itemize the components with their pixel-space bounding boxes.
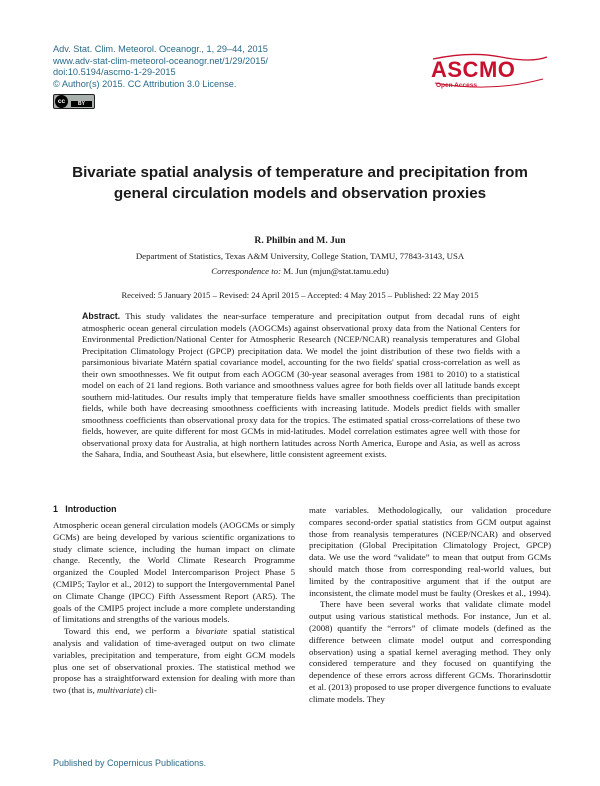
paper-title: Bivariate spatial analysis of temperature and precipitation from general circulation models and observation proxies (72, 164, 528, 202)
journal-header (53, 44, 268, 90)
text-run: spatial statistical analysis and validation of time-averaged output on two climate variables, precipitation and temperature, from eight GCM models plus one set of observational proxies. The statistical method we propose has a straightforward extension for dealing with more than two (that is, (53, 626, 296, 696)
intro-paragraph-2 (53, 626, 295, 697)
journal-url-link[interactable]: www.adv-stat-clim-meteorol-oceanogr.net/1/29/2015/ (53, 55, 268, 66)
abstract-label: Abstract. (82, 311, 121, 321)
section-heading (53, 504, 117, 514)
right-column (309, 505, 551, 706)
affiliation: Department of Statistics, Texas A&M University, College Station, TAMU, 77843-3143, USA (135, 251, 465, 261)
emphasis: multivariate (96, 685, 140, 696)
correspondence-email[interactable]: M. Jun (mjun@stat.tamu.edu) (281, 266, 389, 276)
doi-link[interactable]: doi:10.5194/ascmo-1-29-2015 (53, 67, 176, 78)
intro-paragraph-continued: mate variables. Methodologically, our validation procedure compares second-order spatial statistics from GCM output against those from reanalysis temperatures (NCEP/NCAR) and observed precipitation (Global Precipitation Climatology Project, GPCP) data. We use the word “validate” to mean that output from GCMs should match those from corresponding real-world values, but limited by the contrapositive argument that if the output are inconsistent, the climate model must be faulty (Oreskes et al., 1994). (309, 505, 551, 598)
intro-paragraph-1: Atmospheric ocean general circulation models (AOGCMs or simply GCMs) are being developed by various scientific organizations to study climate science, including the human impact on climate change. Recently, the World Climate Research Programme organized the Coupled Model Intercomparison Project Phase 5 (CMIP5; Taylor et al., 2012) to support the Intergovernmental Panel on Climate Change (IPCC) Fifth Assessment Report (AR5). The goals of the CMIP5 project include a more complete understanding of limitations and strengths of the various models. (53, 520, 295, 625)
logo-name: ASCMO (431, 57, 516, 82)
abstract (82, 311, 520, 461)
open-access-label: Open Access (436, 82, 477, 89)
section-title: Introduction (65, 504, 117, 514)
publication-dates: Received: 5 January 2015 – Revised: 24 April 2015 – Accepted: 4 May 2015 – Published: 22 May 2015 (121, 290, 479, 300)
license-notice: © Author(s) 2015. CC Attribution 3.0 License. (53, 78, 237, 89)
left-column (53, 520, 295, 697)
ascmo-logo (431, 53, 551, 103)
section-number: 1 (53, 504, 58, 514)
intro-paragraph-3: There have been several works that validate climate model output using various statistical methods. For instance, Jun et al. (2008) quantify the “errors” of climate models (defined as the difference between climate model output and corresponding observation) using a spatial kernel averaging method. They only considered temperature and they focused on quantifying the dependence of these errors across different GCMs. Thorarinsdottir et al. (2013) proposed to use proper divergence functions to evaluate climate models. They (309, 599, 551, 704)
creative-commons-badge-icon[interactable] (53, 94, 95, 109)
text-run: ) cli- (140, 685, 157, 696)
correspondence (0, 266, 600, 276)
abstract-text: This study validates the near-surface temperature and precipitation output from decadal runs of eight atmospheric ocean general circulation models (AOGCMs) against observational proxy data from the National Centers for Environmental Prediction/National Center for Atmospheric Research (NCEP/NCAR) reanalysis temperatures and Global Precipitation Climatology Project (GPCP) precipitation data. We model the joint distribution of these two fields with a parsimonious bivariate Matérn spatial covariance model, accounting for the two fields' spatial cross-correlation as well as their own smoothnesses. We fit output from each AOGCM (30-year seasonal averages from 1981 to 2010) to a statistical model on each of 21 land regions. Both variance and smoothness values agree for both fields over all latitude bands except southern mid-latitudes. Our results imply that temperature fields have smaller smoothness coefficients than precipitation fields, while both have decreasing smoothness coefficients with increasing latitude. Models predict fields with smaller smoothness coefficients than observational proxy data for the tropics. The estimated spatial cross-correlations of these two fields, however, are quite different for most GCMs in mid-latitudes. Model correlation estimates agree well with those for observational proxy data for Australia, at high northern latitudes across North America, Europe and Asia, as well as across the Sahara, India, and Southeast Asia, but elsewhere, little consistent agreement exists. (82, 311, 520, 459)
authors: R. Philbin and M. Jun (254, 235, 346, 246)
cc-icon: cc (55, 95, 68, 108)
publisher-footer: Published by Copernicus Publications. (53, 758, 207, 768)
journal-citation: Adv. Stat. Clim. Meteorol. Oceanogr., 1, 29–44, 2015 (53, 44, 268, 54)
by-label: BY (71, 101, 92, 107)
text-run: Toward this end, we perform a (64, 626, 196, 637)
correspondence-label: Correspondence to: (211, 266, 281, 276)
emphasis: bivariate (195, 626, 228, 637)
